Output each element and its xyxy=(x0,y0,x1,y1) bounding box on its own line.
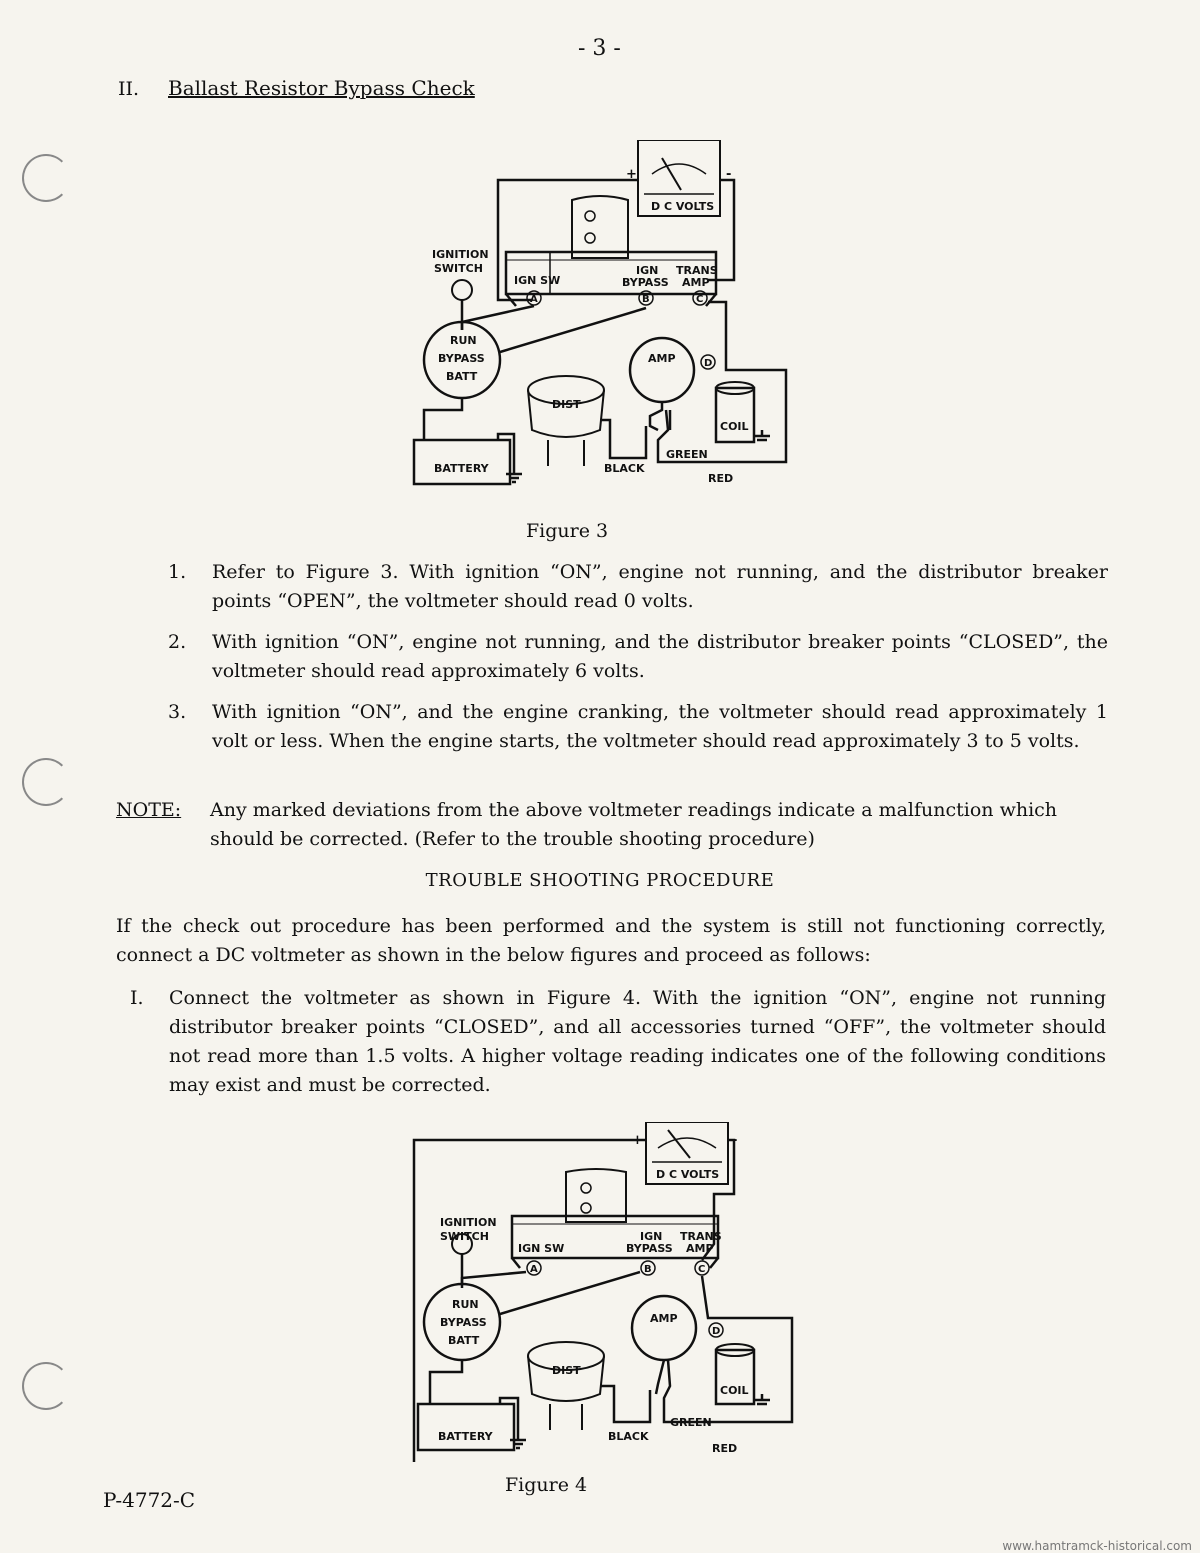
fig3-run: RUN xyxy=(450,334,477,347)
check-text: With ignition “ON”, engine not running, and the distributor breaker points “CLOSED”, the voltmeter should read approximately 6 volts. xyxy=(212,631,1108,682)
fig3-battery: BATTERY xyxy=(434,462,489,475)
fig4-bypass: BYPASS xyxy=(626,1242,673,1255)
fig3-ign-sw: IGN SW xyxy=(514,274,561,287)
fig4-ignition-label-1: IGNITION xyxy=(440,1216,497,1229)
wiring-diagram-svg xyxy=(400,140,810,500)
fig4-run: RUN xyxy=(452,1298,479,1311)
check-number: 2. xyxy=(168,631,187,653)
fig4-term-a: A xyxy=(530,1264,538,1275)
figure-4-diagram xyxy=(400,1122,810,1466)
fig3-dist: DIST xyxy=(552,398,581,411)
figure-3-caption: Figure 3 xyxy=(526,520,609,542)
fig4-bypass-pos: BYPASS xyxy=(440,1316,487,1329)
fig3-green: GREEN xyxy=(666,448,708,461)
fig3-batt: BATT xyxy=(446,370,478,383)
document-number: P-4772-C xyxy=(103,1488,196,1512)
fig4-amp-unit: AMP xyxy=(650,1312,678,1325)
punch-hole xyxy=(22,154,70,202)
fig3-black: BLACK xyxy=(604,462,645,475)
fig3-bypass: BYPASS xyxy=(622,276,669,289)
fig3-coil: COIL xyxy=(720,420,749,433)
fig4-term-b: B xyxy=(644,1264,652,1275)
fig4-term-d: D xyxy=(712,1326,721,1337)
check-text: Refer to Figure 3. With ignition “ON”, engine not running, and the distributor breaker points “OPEN”, the voltmeter should read 0 volts. xyxy=(212,561,1108,612)
note-label: NOTE: xyxy=(116,799,182,821)
fig4-batt: BATT xyxy=(448,1334,480,1347)
fig3-trans: TRANS xyxy=(676,264,718,277)
check-number: 1. xyxy=(168,561,187,583)
fig3-term-a: A xyxy=(530,294,538,305)
fig3-term-c: C xyxy=(696,294,704,305)
trouble-intro: If the check out procedure has been performed and the system is still not functioning correctly, connect a DC voltmeter as shown in the below figures and proceed as follows: xyxy=(116,915,1106,966)
trouble-shooting-heading: TROUBLE SHOOTING PROCEDURE xyxy=(425,870,775,891)
check-item-2 xyxy=(168,628,1108,686)
fig3-term-d: D xyxy=(704,358,713,369)
fig4-battery: BATTERY xyxy=(438,1430,493,1443)
fig4-green: GREEN xyxy=(670,1416,712,1429)
wiring-diagram-svg xyxy=(400,1122,810,1462)
check-text: With ignition “ON”, and the engine cranking, the voltmeter should read approximately 1 volt or less. When the engine starts, the voltmeter should read approximately 3 to 5 volts. xyxy=(212,701,1108,752)
page-number: - 3 - xyxy=(578,36,621,61)
fig3-bypass-pos: BYPASS xyxy=(438,352,485,365)
fig4-minus: - xyxy=(732,1133,738,1148)
section-number: II. xyxy=(118,78,140,100)
fig4-ign-sw: IGN SW xyxy=(518,1242,565,1255)
figure-3-diagram xyxy=(400,140,810,504)
fig4-dist: DIST xyxy=(552,1364,581,1377)
fig4-coil: COIL xyxy=(720,1384,749,1397)
fig3-minus: - xyxy=(726,167,732,182)
fig4-ign: IGN xyxy=(640,1230,663,1243)
fig4-term-c: C xyxy=(698,1264,706,1275)
fig3-ignition-label-1: IGNITION xyxy=(432,248,489,261)
fig3-term-b: B xyxy=(642,294,650,305)
fig3-plus: + xyxy=(626,167,637,182)
fig3-ign: IGN xyxy=(636,264,659,277)
figure-4-caption: Figure 4 xyxy=(505,1474,588,1496)
fig3-red: RED xyxy=(708,472,734,485)
note-block xyxy=(116,796,1106,854)
step-text: Connect the voltmeter as shown in Figure 4. With the ignition “ON”, engine not running distributor breaker points “CLOSED”, and all accessories turned “OFF”, the voltmeter should not read more than 1.5 volts. A higher voltage reading indicates one of the following conditions may exist and must be corrected. xyxy=(169,987,1106,1096)
punch-hole xyxy=(22,1362,70,1410)
check-number: 3. xyxy=(168,701,187,723)
fig4-voltmeter-label: D C VOLTS xyxy=(656,1168,720,1181)
punch-hole xyxy=(22,758,70,806)
section-title: Ballast Resistor Bypass Check xyxy=(168,76,475,100)
fig3-amp: AMP xyxy=(682,276,710,289)
fig4-amp: AMP xyxy=(686,1242,714,1255)
fig4-trans: TRANS xyxy=(680,1230,722,1243)
fig4-plus: + xyxy=(632,1133,643,1148)
check-item-3 xyxy=(168,698,1108,756)
fig3-ignition-label-2: SWITCH xyxy=(434,262,483,275)
trouble-step-1 xyxy=(130,984,1106,1100)
check-item-1 xyxy=(168,558,1108,616)
step-number: I. xyxy=(130,987,144,1009)
note-text: Any marked deviations from the above voltmeter readings indicate a malfunction which should be corrected. (Refer to the trouble shooting procedure) xyxy=(210,799,1058,850)
fig4-red: RED xyxy=(712,1442,738,1455)
fig3-voltmeter-label: D C VOLTS xyxy=(651,200,715,213)
source-watermark: www.hamtramck-historical.com xyxy=(1002,1539,1192,1553)
fig3-amp-unit: AMP xyxy=(648,352,676,365)
fig4-ignition-label-2: SWITCH xyxy=(440,1230,489,1243)
fig4-black: BLACK xyxy=(608,1430,649,1443)
